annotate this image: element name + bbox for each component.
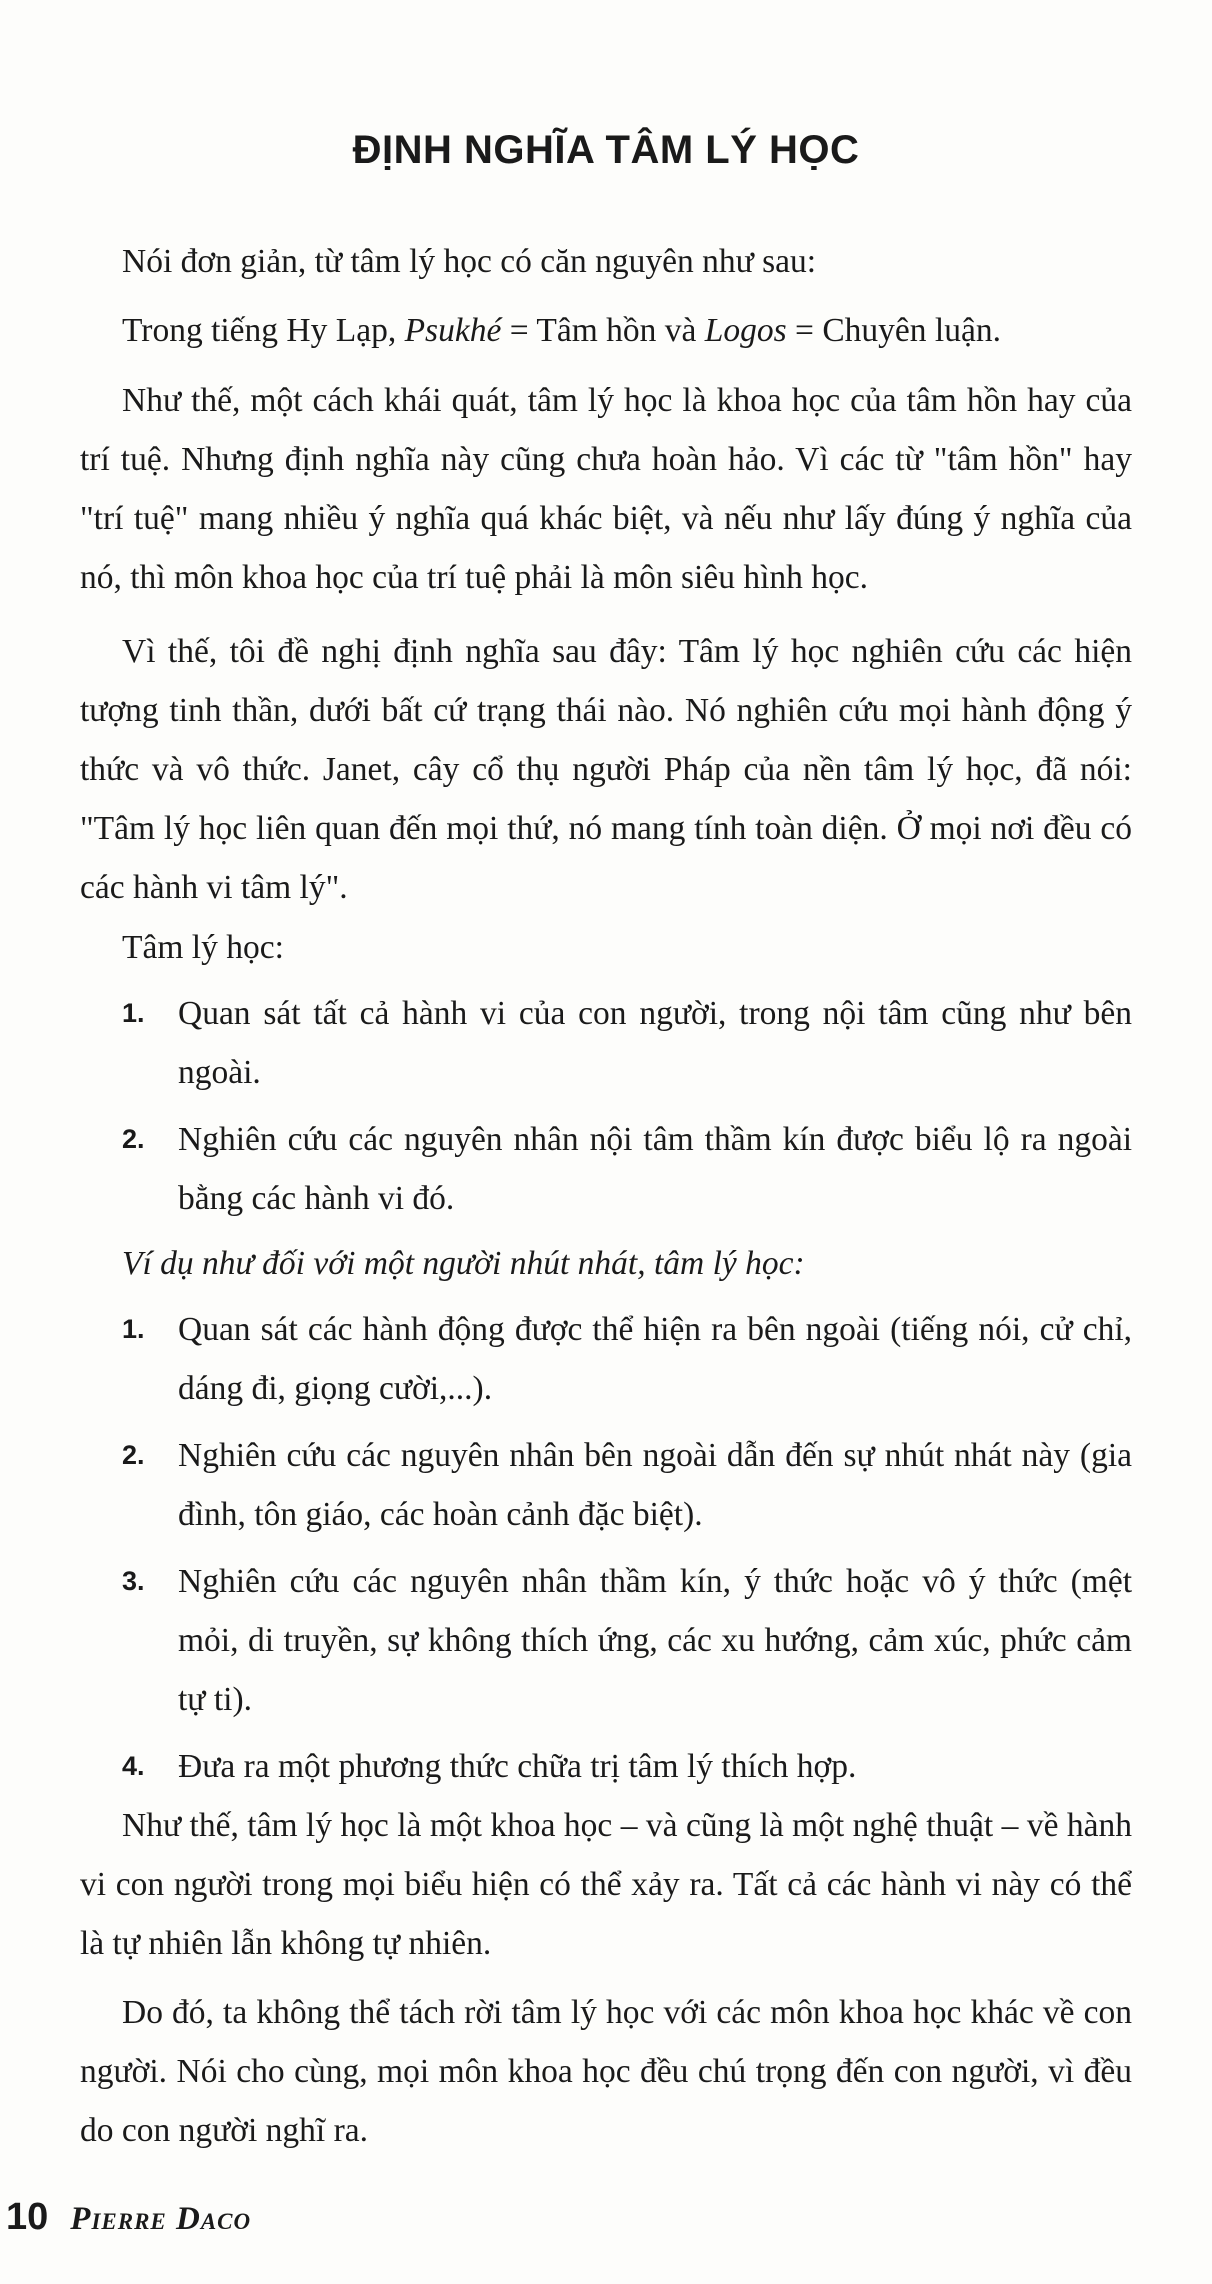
- etymology-middle: = Tâm hồn và: [501, 312, 705, 349]
- author-name: Pierre Daco: [70, 2201, 252, 2237]
- list-item-text: Đưa ra một phương thức chữa trị tâm lý thích hợp.: [178, 1748, 857, 1785]
- paragraph-conclusion: Như thế, tâm lý học là một khoa học – và cũng là một nghệ thuật – về hành vi con người trong mọi biểu hiện có thể xảy ra. Tất cả các hành vi này có thể là tự nhiên lẫn không tự nhiên.: [80, 1807, 1132, 1962]
- psychology-tasks-list: [122, 984, 1132, 1236]
- list-number: 2.: [122, 1124, 145, 1154]
- paragraph-proposal: Vì thế, tôi đề nghị định nghĩa sau đây: Tâm lý học nghiên cứu các hiện tượng tinh thần, dưới bất cứ trạng thái nào. Nó nghiên cứu mọi hành động ý thức và vô thức. Janet, cây cổ thụ người Pháp của nền tâm lý học, đã nói: "Tâm lý học liên quan đến mọi thứ, nó mang tính toàn diện. Ở mọi nơi đều có các hành vi tâm lý".: [80, 633, 1132, 906]
- shy-person-example-list: [122, 1300, 1132, 1804]
- etymology-line: [80, 301, 1132, 360]
- list-item-text: Nghiên cứu các nguyên nhân bên ngoài dẫn đến sự nhút nhát này (gia đình, tôn giáo, các hoàn cảnh đặc biệt).: [178, 1437, 1132, 1533]
- etymology-suffix: = Chuyên luận.: [786, 312, 1001, 349]
- list1-heading: Tâm lý học:: [122, 929, 284, 966]
- list-item: [122, 984, 1132, 1102]
- list-item-text: Nghiên cứu các nguyên nhân thầm kín, ý thức hoặc vô ý thức (mệt mỏi, di truyền, sự không thích ứng, các xu hướng, cảm xúc, phức cảm tự ti).: [178, 1563, 1132, 1718]
- paragraph-definition: Như thế, một cách khái quát, tâm lý học là khoa học của tâm hồn hay của trí tuệ. Nhưng định nghĩa này cũng chưa hoàn hảo. Vì các từ "tâm hồn" hay "trí tuệ" mang nhiều ý nghĩa quá khác biệt, và nếu như lấy đúng ý nghĩa của nó, thì môn khoa học của trí tuệ phải là môn siêu hình học.: [80, 382, 1132, 596]
- list-item-text: Nghiên cứu các nguyên nhân nội tâm thầm kín được biểu lộ ra ngoài bằng các hành vi đó.: [178, 1121, 1132, 1217]
- list-item: [122, 1552, 1132, 1729]
- list-item: [122, 1300, 1132, 1418]
- list-number: 2.: [122, 1440, 145, 1470]
- list-item-text: Quan sát tất cả hành vi của con người, trong nội tâm cũng như bên ngoài.: [178, 995, 1132, 1091]
- list-item: [122, 1110, 1132, 1228]
- etymology-prefix: Trong tiếng Hy Lạp,: [122, 312, 405, 349]
- list-number: 1.: [122, 998, 145, 1028]
- intro-text: Nói đơn giản, từ tâm lý học có căn nguyên như sau:: [122, 243, 817, 280]
- list-number: 1.: [122, 1314, 145, 1344]
- list-item: [122, 1737, 1132, 1796]
- page-footer: [6, 2196, 251, 2239]
- page-number: 10: [6, 2196, 49, 2238]
- list-item: [122, 1426, 1132, 1544]
- list-number: 3.: [122, 1566, 145, 1596]
- page-title: ĐỊNH NGHĨA TÂM LÝ HỌC: [352, 128, 860, 172]
- etymology-term-psukhe: Psukhé: [404, 312, 502, 349]
- list2-heading: Ví dụ như đối với một người nhút nhát, tâm lý học:: [122, 1245, 805, 1282]
- list-item-text: Quan sát các hành động được thể hiện ra bên ngoài (tiếng nói, cử chỉ, dáng đi, giọng cười,...).: [178, 1311, 1132, 1407]
- list-number: 4.: [122, 1751, 145, 1781]
- paragraph-final: Do đó, ta không thể tách rời tâm lý học với các môn khoa học khác về con người. Nói cho cùng, mọi môn khoa học đều chú trọng đến con người, vì đều do con người nghĩ ra.: [80, 1994, 1132, 2149]
- etymology-term-logos: Logos: [704, 312, 787, 349]
